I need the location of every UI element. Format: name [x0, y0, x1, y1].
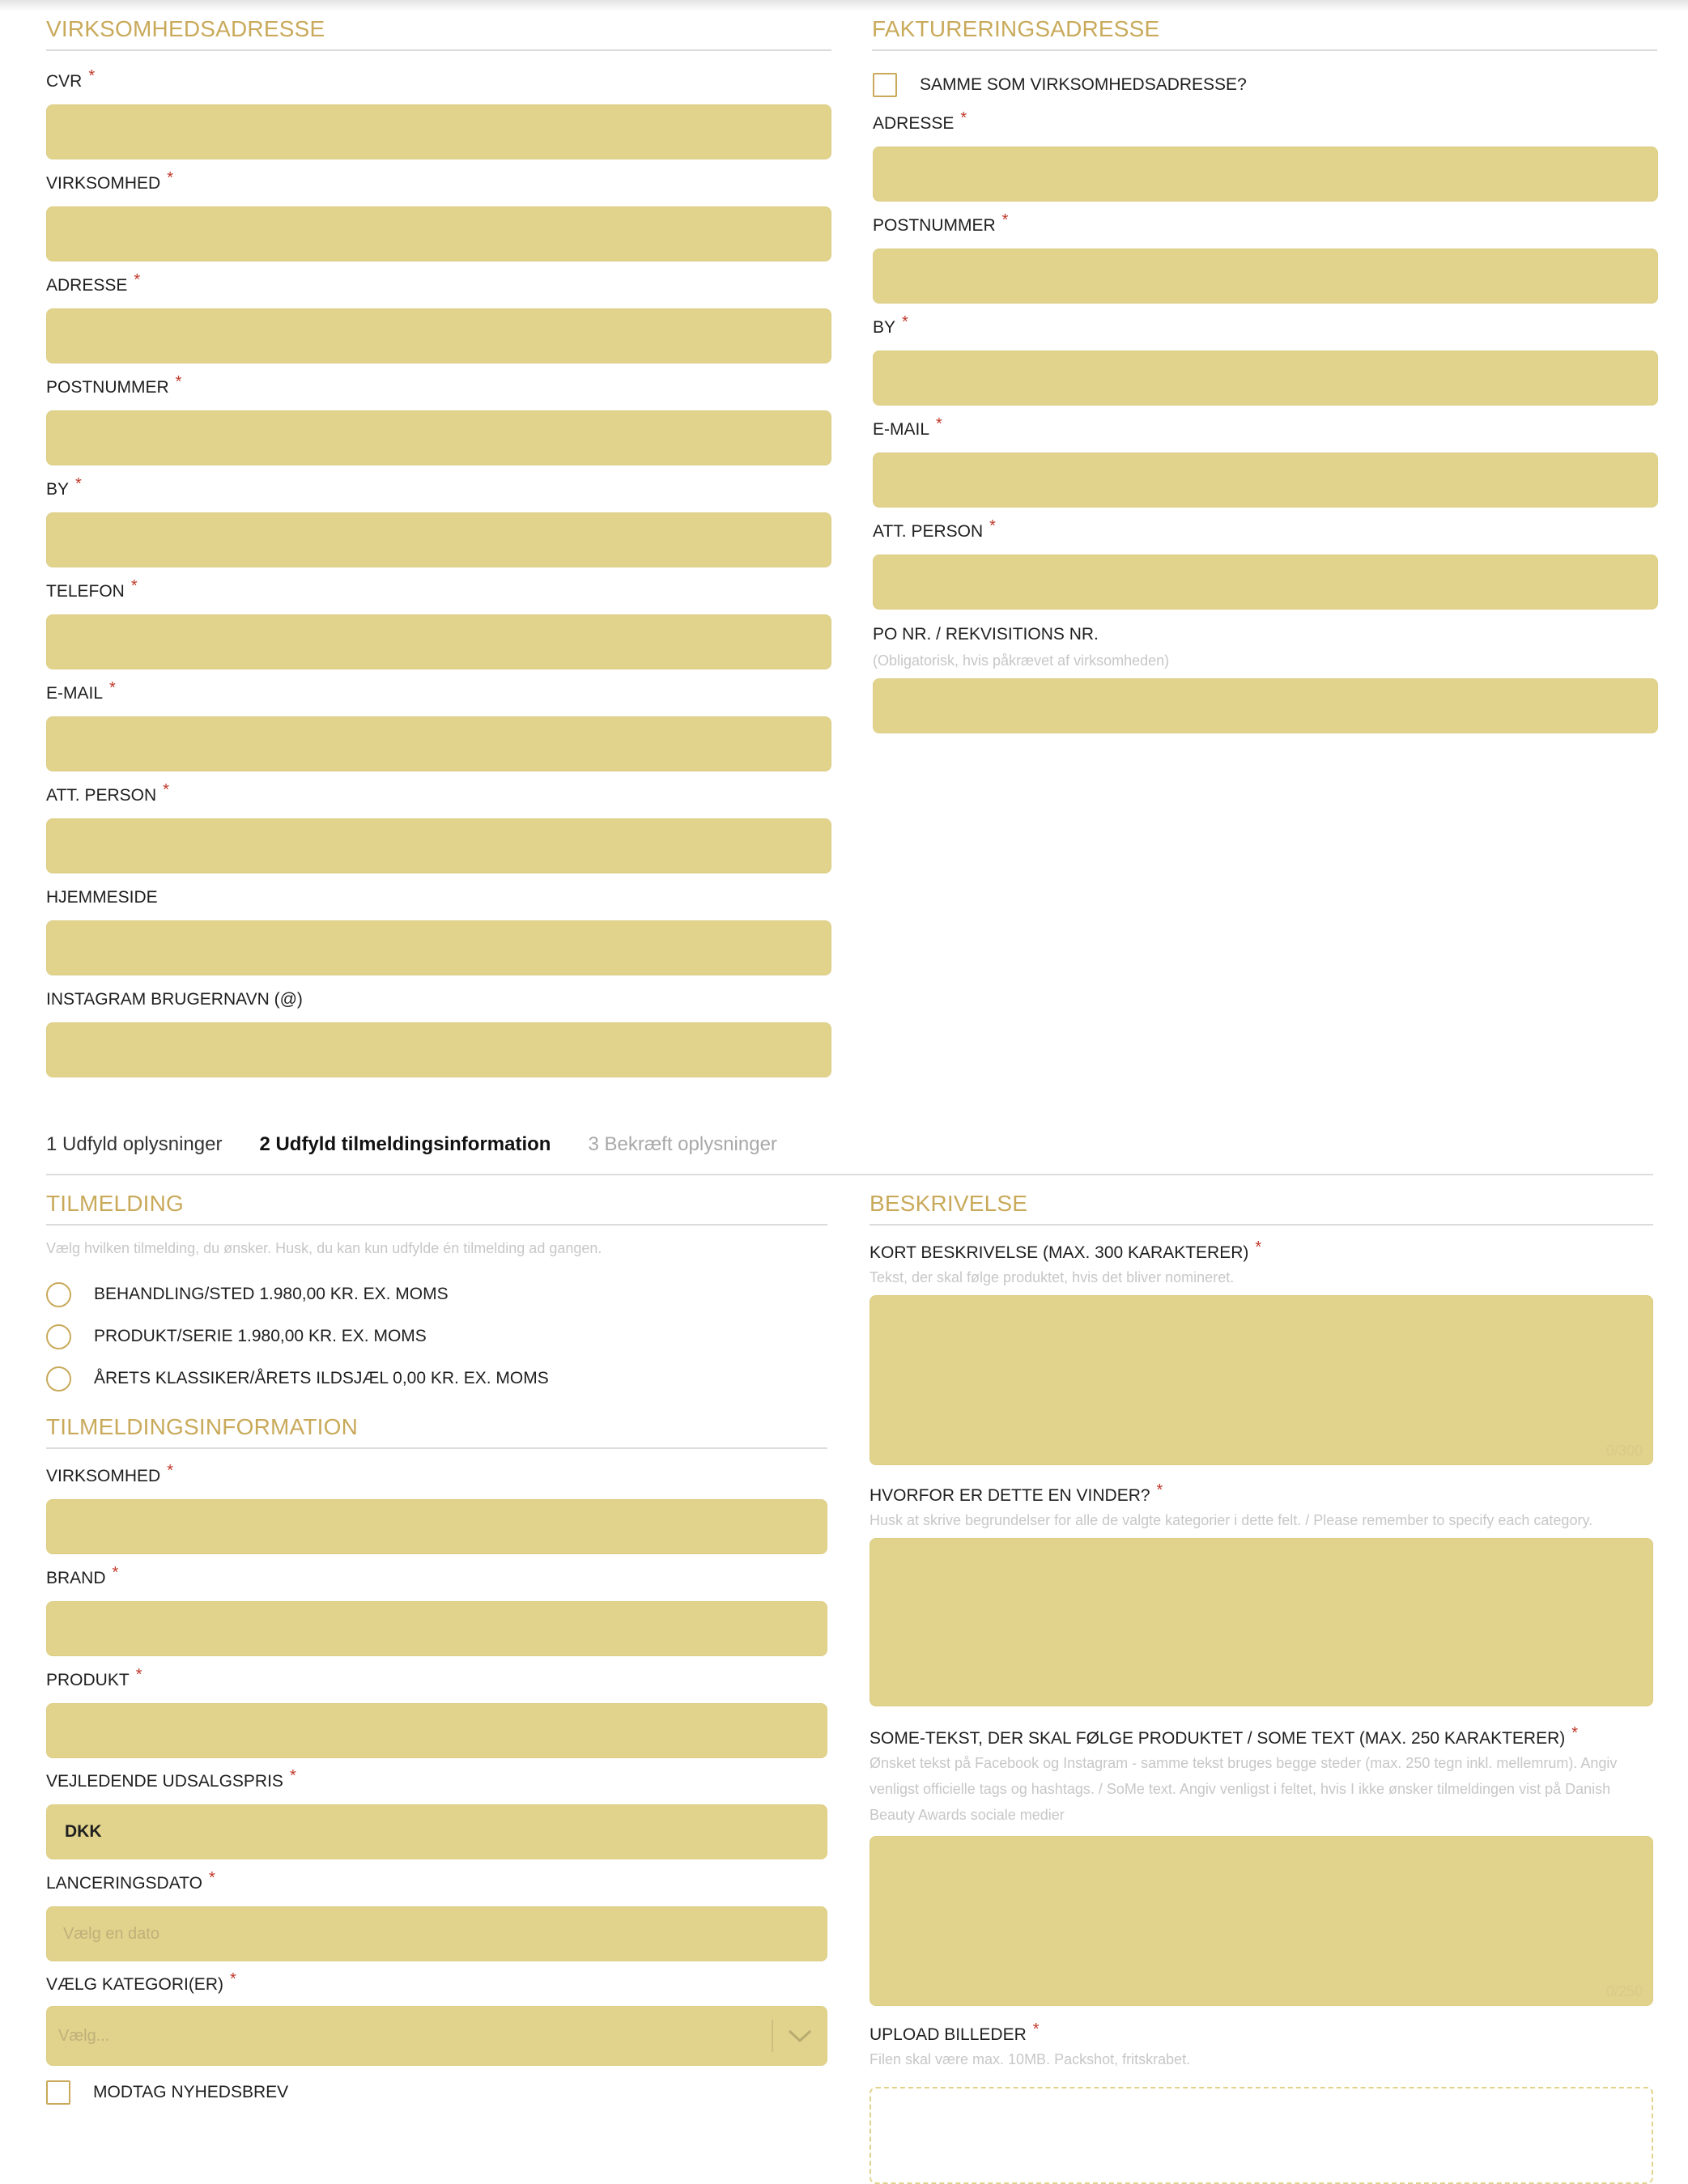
price-label-text: VEJLEDENDE UDSALGSPRIS [46, 1772, 283, 1791]
why-winner-label [870, 1481, 1653, 1507]
required-marker: * [936, 415, 942, 433]
step-2-active[interactable]: 2 Udfyld tilmeldingsinformation [259, 1133, 551, 1155]
company-contact-person-label-text: ATT. PERSON [46, 786, 157, 805]
billing-address-input[interactable] [873, 147, 1658, 202]
chevron-down-icon[interactable] [784, 2025, 815, 2047]
company-instagram-group [46, 988, 831, 1077]
company-company-label-text: VIRKSOMHED [46, 174, 161, 193]
launch-date-label-text: LANCERINGSDATO [46, 1874, 202, 1893]
po-number-helper: (Obligatorisk, hvis påkrævet af virksomheden) [873, 652, 1170, 669]
company-contact-person-input[interactable] [46, 818, 831, 873]
some-text-helper: Ønsket tekst på Facebook og Instagram - samme tekst bruges begge steder (max. 250 tegn inkl. mellemrum). Angiv venligst officielle tags og hashtags. / SoMe text. Angiv venligst i feltet, hvis I ikke ønsker tilmeldingen vist på Danish Beauty Awards sociale medier [870, 1755, 1618, 1823]
billing-contact-person-label [873, 517, 1658, 543]
required-marker: * [109, 679, 116, 697]
required-marker: * [989, 517, 996, 535]
category-placeholder: Vælg... [58, 2027, 110, 2045]
required-marker: * [175, 373, 182, 391]
required-marker: * [1032, 2020, 1040, 2038]
po-number-input[interactable] [873, 678, 1658, 733]
company-city-label [46, 475, 831, 501]
company-address-input[interactable] [46, 308, 831, 363]
billing-email-label [873, 415, 1658, 441]
billing-city-label-text: BY [873, 318, 896, 337]
company-cvr-label [46, 67, 831, 93]
product-label-text: PRODUKT [46, 1671, 130, 1689]
company-cvr-label-text: CVR [46, 72, 83, 91]
description-section-divider [870, 1224, 1653, 1226]
po-number-label: PO NR. / REKVISITIONS NR. [873, 625, 1099, 644]
billing-city-label [873, 313, 1658, 339]
billing-postal-code-label-text: POSTNUMMER [873, 216, 996, 235]
company-instagram-label-text: INSTAGRAM BRUGERNAVN (@) [46, 990, 303, 1009]
billing-postal-code-group [873, 211, 1658, 304]
price-currency: DKK [65, 1822, 102, 1841]
description-section-title: BESKRIVELSE [870, 1191, 1028, 1216]
registration-option-label: BEHANDLING/STED 1.980,00 KR. EX. MOMS [94, 1285, 449, 1303]
required-marker: * [130, 577, 138, 595]
short-description-helper: Tekst, der skal følge produktet, hvis det bliver nomineret. [870, 1269, 1235, 1285]
form-steps [46, 1130, 1653, 1175]
company-address-label [46, 271, 831, 297]
product-label [46, 1666, 827, 1692]
registration-option[interactable] [46, 1365, 549, 1392]
top-shadow [0, 0, 1688, 11]
billing-contact-person-input[interactable] [873, 554, 1658, 610]
some-text-textarea[interactable] [870, 1836, 1653, 2006]
company-email-label-text: E-MAIL [46, 684, 104, 703]
category-label [46, 1970, 827, 1996]
registration-option-label: ÅRETS KLASSIKER/ÅRETS ILDSJÆL 0,00 KR. EX. MOMS [94, 1369, 549, 1387]
registration-option[interactable] [46, 1281, 449, 1308]
upload-group [870, 2020, 1653, 2184]
company-phone-label-text: TELEFON [46, 582, 125, 601]
required-marker: * [1001, 211, 1009, 229]
billing-section-divider [872, 49, 1657, 51]
company-website-input[interactable] [46, 920, 831, 975]
short-description-counter: 0/300 [1605, 1443, 1643, 1459]
billing-section-title: FAKTURERINGSADRESSE [872, 16, 1160, 41]
billing-address-section [872, 14, 1657, 51]
why-winner-helper: Husk at skrive begrundelser for alle de valgte kategorier i dette felt. / Please remember to specify each category. [870, 1512, 1593, 1528]
product-input[interactable] [46, 1703, 827, 1758]
registration-helper: Vælg hvilken tilmelding, du ønsker. Husk, du kan kun udfylde én tilmelding ad gangen. [46, 1240, 602, 1256]
short-description-textarea[interactable] [870, 1295, 1653, 1465]
company-email-group [46, 679, 831, 771]
billing-city-input[interactable] [873, 351, 1658, 406]
company-section-divider [46, 49, 831, 51]
company-city-group [46, 475, 831, 567]
reginfo-section-divider [46, 1447, 827, 1449]
upload-label [870, 2020, 1653, 2046]
company-address-group [46, 271, 831, 363]
company-email-label [46, 679, 831, 705]
required-marker: * [135, 1666, 142, 1684]
category-group [46, 1970, 827, 2066]
po-number-group [873, 623, 1658, 733]
company-cvr-input[interactable] [46, 104, 831, 159]
company-contact-person-group [46, 781, 831, 873]
newsletter-label: MODTAG NYHEDSBREV [93, 2083, 289, 2101]
required-marker: * [289, 1767, 296, 1785]
price-label [46, 1767, 827, 1793]
required-marker: * [134, 271, 141, 289]
short-description-group [870, 1239, 1653, 1465]
reginfo-company-label-text: VIRKSOMHED [46, 1467, 161, 1485]
step-1[interactable]: 1 Udfyld oplysninger [46, 1133, 223, 1155]
company-instagram-label [46, 988, 831, 1011]
billing-contact-person-label-text: ATT. PERSON [873, 522, 984, 541]
company-postal-code-label [46, 373, 831, 399]
company-contact-person-label [46, 781, 831, 807]
company-phone-input[interactable] [46, 614, 831, 669]
required-marker: * [960, 109, 967, 127]
company-company-input[interactable] [46, 206, 831, 261]
reginfo-section-title: TILMELDINGSINFORMATION [46, 1414, 359, 1439]
registration-section-divider [46, 1224, 827, 1226]
company-address-label-text: ADRESSE [46, 276, 128, 295]
required-marker: * [1156, 1481, 1163, 1499]
brand-input[interactable] [46, 1601, 827, 1656]
company-instagram-input[interactable] [46, 1022, 831, 1077]
company-company-group [46, 169, 831, 261]
billing-address-label [873, 109, 1658, 135]
billing-contact-person-group [873, 517, 1658, 610]
same-as-company-option[interactable] [873, 71, 1247, 99]
same-as-company-checkbox[interactable] [873, 73, 897, 97]
company-city-label-text: BY [46, 480, 70, 499]
brand-group [46, 1564, 827, 1656]
why-winner-label-text: HVORFOR ER DETTE EN VINDER? [870, 1486, 1150, 1505]
price-group [46, 1767, 827, 1859]
required-marker: * [88, 67, 96, 85]
some-text-group [870, 1724, 1653, 2006]
step-3[interactable]: 3 Bekræft oplysninger [588, 1133, 777, 1155]
category-label-text: VÆLG KATEGORI(ER) [46, 1975, 223, 1994]
select-separator [772, 2020, 773, 2052]
company-email-input[interactable] [46, 716, 831, 771]
radio-button[interactable] [46, 1282, 71, 1307]
some-text-label-text: SOME-TEKST, DER SKAL FØLGE PRODUKTET / SOME TEXT (MAX. 250 KARAKTERER) [870, 1729, 1566, 1748]
some-text-counter: 0/250 [1605, 1983, 1643, 1999]
required-marker: * [75, 475, 82, 493]
short-description-label-text: KORT BESKRIVELSE (MAX. 300 KARAKTERER) [870, 1243, 1249, 1262]
billing-email-input[interactable] [873, 453, 1658, 508]
company-city-input[interactable] [46, 512, 831, 567]
short-description-label [870, 1239, 1653, 1264]
billing-email-label-text: E-MAIL [873, 420, 930, 439]
company-phone-label [46, 577, 831, 603]
why-winner-group [870, 1481, 1653, 1706]
company-postal-code-group [46, 373, 831, 465]
radio-button[interactable] [46, 1324, 71, 1349]
upload-dropzone[interactable] [870, 2087, 1653, 2184]
billing-email-group [873, 415, 1658, 508]
required-marker: * [902, 313, 908, 331]
company-postal-code-input[interactable] [46, 410, 831, 465]
reginfo-company-group [46, 1462, 827, 1554]
required-marker: * [163, 781, 169, 799]
registration-section [46, 1188, 827, 1261]
company-website-label [46, 886, 831, 909]
radio-button[interactable] [46, 1366, 71, 1392]
launch-date-input[interactable] [46, 1906, 827, 1961]
launch-date-label [46, 1869, 827, 1895]
company-section-title: VIRKSOMHEDSADRESSE [46, 16, 325, 41]
price-input[interactable] [46, 1804, 827, 1859]
company-phone-group [46, 577, 831, 669]
billing-address-label-text: ADRESSE [873, 114, 955, 133]
company-cvr-group [46, 67, 831, 159]
registration-section-title: TILMELDING [46, 1191, 185, 1216]
company-address-section [46, 14, 831, 51]
upload-label-text: UPLOAD BILLEDER [870, 2025, 1027, 2044]
newsletter-checkbox[interactable] [46, 2080, 70, 2105]
company-postal-code-label-text: POSTNUMMER [46, 378, 169, 397]
required-marker: * [1255, 1239, 1262, 1256]
company-website-label-text: HJEMMESIDE [46, 888, 158, 907]
upload-helper: Filen skal være max. 10MB. Packshot, fritskrabet. [870, 2051, 1191, 2067]
reginfo-company-input[interactable] [46, 1499, 827, 1554]
brand-label [46, 1564, 827, 1590]
billing-city-group [873, 313, 1658, 406]
category-select[interactable] [46, 2006, 827, 2066]
newsletter-option[interactable] [46, 2079, 288, 2106]
steps-divider [46, 1174, 1653, 1175]
same-as-company-label: SAMME SOM VIRKSOMHEDSADRESSE? [920, 75, 1247, 94]
launch-date-group [46, 1869, 827, 1961]
required-marker: * [112, 1564, 119, 1582]
brand-label-text: BRAND [46, 1569, 106, 1587]
billing-postal-code-input[interactable] [873, 249, 1658, 304]
registration-option[interactable] [46, 1323, 427, 1350]
why-winner-textarea[interactable] [870, 1538, 1653, 1706]
registration-option-label: PRODUKT/SERIE 1.980,00 KR. EX. MOMS [94, 1327, 427, 1345]
company-website-group [46, 886, 831, 975]
reginfo-section [46, 1412, 827, 1449]
product-group [46, 1666, 827, 1758]
required-marker: * [167, 1462, 173, 1480]
description-section [870, 1188, 1653, 1226]
required-marker: * [167, 169, 173, 187]
required-marker: * [1571, 1724, 1579, 1742]
required-marker: * [208, 1869, 215, 1887]
some-text-label [870, 1724, 1653, 1750]
reginfo-company-label [46, 1462, 827, 1488]
required-marker: * [229, 1970, 236, 1988]
billing-postal-code-label [873, 211, 1658, 237]
company-company-label [46, 169, 831, 195]
billing-address-group [873, 109, 1658, 202]
launch-date-placeholder: Vælg en dato [63, 1925, 159, 1943]
